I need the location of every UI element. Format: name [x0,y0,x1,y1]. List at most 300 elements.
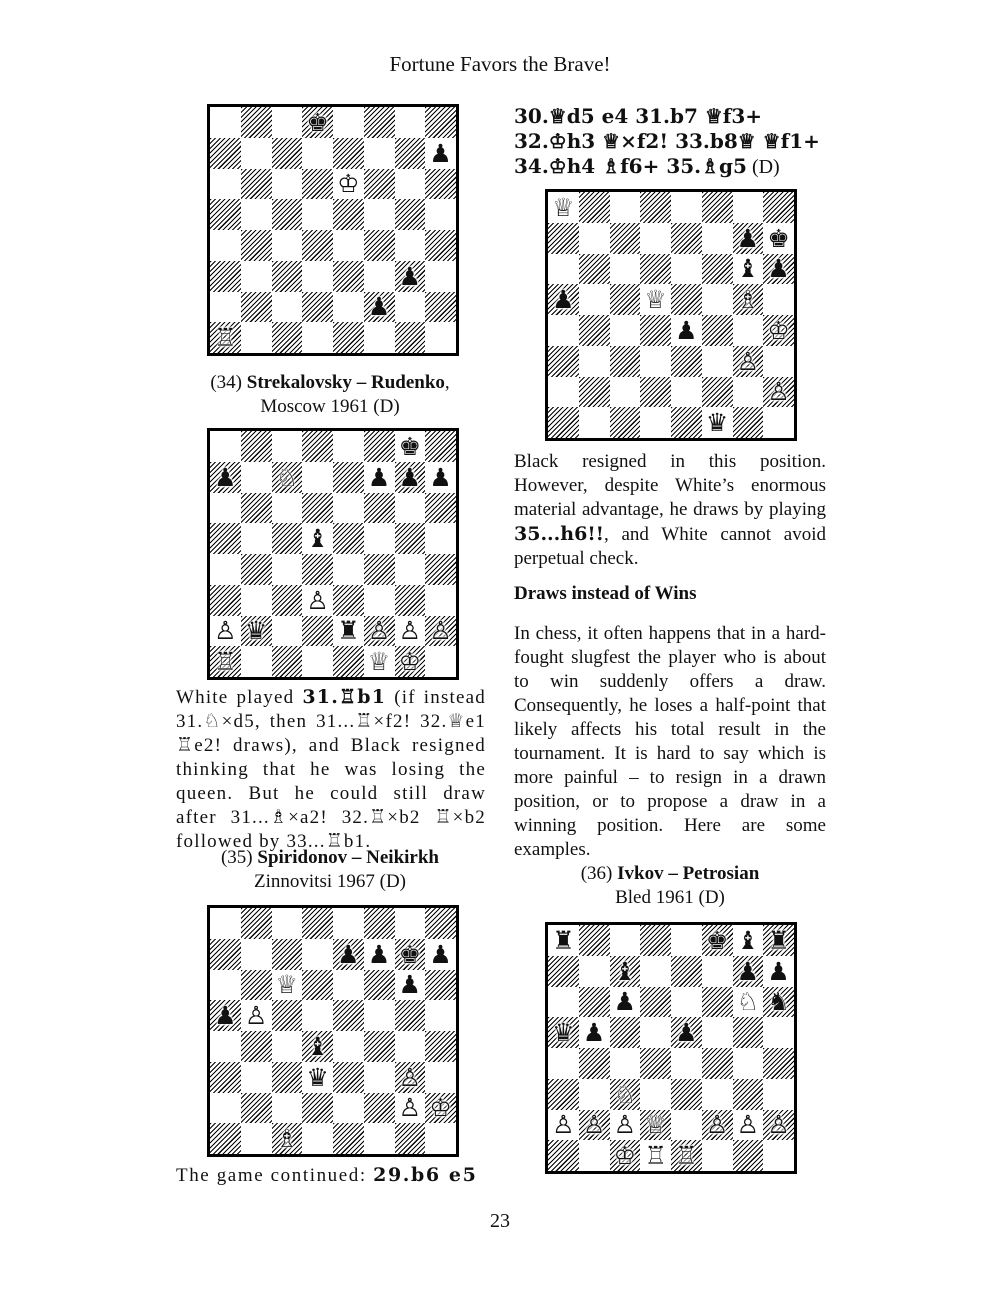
white-king-icon: ♔ [337,169,360,199]
board-square [241,970,272,1001]
board-square [333,616,364,647]
body-paragraph: In chess, it often happens that in a hard-fought slugfest the player who is about to win suddenly offers a draw. Consequently, he loses a half-point that likely affects his total result in the tournament. It is hard to say which is more painful – to resign in a drawn position, or to propose a draw in a winning position. Here are some examples. [514,623,826,860]
board-square [210,169,241,200]
board-square [210,322,241,353]
black-pawn-icon: ♟ [398,462,422,492]
board-square [640,315,671,346]
board-square [272,493,303,524]
board-square [333,138,364,169]
board-square [364,1062,395,1093]
board-square [302,138,333,169]
board-square [241,292,272,323]
board-square [548,407,579,438]
board-square [425,523,456,554]
white-bishop-icon: ♗ [736,285,760,315]
board-square [395,908,426,939]
board-square [210,1093,241,1124]
board-square [763,315,794,346]
caption-comma: , [444,372,450,393]
board-square [579,315,610,346]
board-square [640,1140,671,1171]
white-pawn-icon: ♙ [582,1110,606,1140]
board-square [702,1110,733,1141]
white-pawn-icon: ♙ [552,1110,575,1140]
board-square [333,1093,364,1124]
game-caption [170,371,490,419]
board-square [241,199,272,230]
section-heading: Draws instead of Wins [514,583,697,604]
board-square [241,462,272,493]
diagram-marker: (D) [746,156,780,178]
board-square [548,987,579,1018]
white-pawn-icon: ♙ [736,346,760,376]
board-square [272,646,303,677]
game-players: Ivkov – Petrosian [617,863,760,884]
chess-diagram [207,905,459,1157]
white-pawn-icon: ♙ [736,1110,760,1140]
board-square [763,956,794,987]
board-square [763,1048,794,1079]
board-square [241,261,272,292]
text-run: The game continued: [176,1165,374,1186]
board-square [548,1017,579,1048]
board-square [364,554,395,585]
board-square [702,346,733,377]
board-square [610,407,641,438]
board-square [302,585,333,616]
board-square [610,284,641,315]
board-square [302,107,333,138]
board-square [241,431,272,462]
black-pawn-icon: ♟ [736,223,760,253]
board-square [210,199,241,230]
board-square [395,1093,426,1124]
board-square [702,1017,733,1048]
annotation-paragraph [176,685,486,854]
black-queen-icon: ♛ [306,1062,329,1092]
game-number: (34) [210,372,242,393]
board-square [395,1031,426,1062]
board-square [395,646,426,677]
white-pawn-icon: ♙ [398,1093,422,1123]
white-pawn-icon: ♙ [767,377,790,407]
board-square [241,646,272,677]
white-pawn-icon: ♙ [367,616,391,646]
black-pawn-icon: ♟ [767,254,790,284]
board-square [210,1000,241,1031]
board-square [395,292,426,323]
board-square [702,1140,733,1171]
white-king-icon: ♔ [429,1093,452,1123]
board-square [733,377,764,408]
board-square [272,230,303,261]
board-square [210,554,241,585]
board-square [333,462,364,493]
board-square [733,1110,764,1141]
board-square [610,346,641,377]
game-place: Zinnovitsi 1967 (D) [254,871,406,892]
white-king-icon: ♔ [767,315,790,345]
white-rook-icon: ♖ [675,1141,698,1171]
board-square [364,199,395,230]
board-square [302,431,333,462]
board-square [733,192,764,223]
board-square [364,107,395,138]
chess-diagram [207,428,459,680]
board-square [333,199,364,230]
black-pawn-icon: ♟ [429,138,452,168]
move-text: 31.♖b1 [302,686,387,708]
board-square [272,970,303,1001]
board-square [272,431,303,462]
board-square [364,169,395,200]
board-square [395,554,426,585]
board-square [733,1140,764,1171]
board-square [302,261,333,292]
board-square [241,138,272,169]
board-square [241,1093,272,1124]
board-square [640,346,671,377]
board-square [640,1079,671,1110]
board-square [610,1110,641,1141]
board-square [364,523,395,554]
board-square [210,1123,241,1154]
board-square [302,908,333,939]
black-pawn-icon: ♟ [337,939,360,969]
board-square [733,1017,764,1048]
white-pawn-icon: ♙ [306,585,329,615]
board-square [733,346,764,377]
board-square [671,223,702,254]
board-square [425,616,456,647]
board-square [640,192,671,223]
board-square [364,493,395,524]
board-square [425,970,456,1001]
black-bishop-icon: ♝ [736,254,760,284]
black-knight-icon: ♞ [767,987,790,1017]
board-square [395,431,426,462]
board-square [425,1093,456,1124]
board-square [302,199,333,230]
board-square [548,1140,579,1171]
board-square [272,1031,303,1062]
board-square [333,493,364,524]
board-square [733,956,764,987]
board-square [579,1110,610,1141]
board-square [425,1123,456,1154]
board-square [272,138,303,169]
board-square [733,925,764,956]
board-square [333,585,364,616]
game-place: Bled 1961 (D) [615,887,725,908]
board-square [702,1079,733,1110]
board-square [302,1000,333,1031]
board-square [548,925,579,956]
board-square [395,970,426,1001]
board-square [425,646,456,677]
board-square [763,223,794,254]
board-square [272,1093,303,1124]
board-square [272,939,303,970]
board-square [395,322,426,353]
board-square [395,585,426,616]
board-square [333,230,364,261]
board-square [333,169,364,200]
board-square [425,1000,456,1031]
board-square [579,192,610,223]
board-square [763,254,794,285]
board-square [364,908,395,939]
board-square [210,1031,241,1062]
black-king-icon: ♚ [398,939,422,969]
board-square [241,493,272,524]
board-square [302,1093,333,1124]
white-queen-icon: ♕ [367,647,391,677]
board-square [425,199,456,230]
board-square [610,192,641,223]
game-players: Spiridonov – Neikirkh [257,847,439,868]
board-square [302,523,333,554]
board-square [548,284,579,315]
black-pawn-icon: ♟ [214,462,237,492]
board-square [302,970,333,1001]
black-pawn-icon: ♟ [398,970,422,1000]
black-rook-icon: ♜ [552,925,575,955]
board-square [395,1000,426,1031]
board-square [272,199,303,230]
chess-diagram [207,104,459,356]
board-square [671,407,702,438]
board-square [395,1123,426,1154]
board-square [640,1110,671,1141]
board-square [610,925,641,956]
board-square [548,956,579,987]
black-rook-icon: ♜ [767,925,790,955]
board-square [364,585,395,616]
board-square [671,956,702,987]
board-square [763,346,794,377]
board-square [763,1017,794,1048]
board-square [610,956,641,987]
board-square [702,284,733,315]
board-square [579,346,610,377]
board-square [548,315,579,346]
board-square [610,377,641,408]
board-square [640,1048,671,1079]
board-square [272,554,303,585]
board-square [364,970,395,1001]
board-square [241,585,272,616]
board-square [364,322,395,353]
board-square [579,377,610,408]
game-number: (36) [580,863,613,884]
board-square [702,223,733,254]
board-square [548,1079,579,1110]
board-square [640,284,671,315]
board-square [763,284,794,315]
board-square [333,261,364,292]
board-square [425,493,456,524]
board-square [425,1062,456,1093]
white-king-icon: ♔ [613,1141,637,1171]
board-square [763,925,794,956]
board-square [733,315,764,346]
black-queen-icon: ♛ [705,408,729,438]
board-square [548,254,579,285]
board-square [241,169,272,200]
board-square [241,908,272,939]
board-square [425,292,456,323]
black-pawn-icon: ♟ [613,987,637,1017]
board-square [425,462,456,493]
board-square [241,1031,272,1062]
board-square [241,1000,272,1031]
board-square [425,939,456,970]
board-square [763,1140,794,1171]
board-square [364,292,395,323]
board-square [210,107,241,138]
board-square [302,169,333,200]
game-caption [510,862,830,910]
board-square [671,377,702,408]
board-square [671,1017,702,1048]
board-square [702,192,733,223]
black-queen-icon: ♛ [552,1018,575,1048]
white-queen-icon: ♕ [275,970,299,1000]
board-square [364,230,395,261]
board-square [763,987,794,1018]
board-square [425,431,456,462]
board-square [579,223,610,254]
board-square [272,462,303,493]
game-caption [170,846,490,894]
game-place: Moscow 1961 (D) [260,396,400,417]
text-run: Black resigned in this position. However, despite White’s enormous material advantage, he draws by playing [514,451,826,520]
board-square [579,407,610,438]
black-pawn-icon: ♟ [367,939,391,969]
board-square [702,987,733,1018]
board-square [579,284,610,315]
board-square [333,107,364,138]
board-square [333,1031,364,1062]
board-square [702,1048,733,1079]
page-number: 23 [490,1210,510,1232]
board-square [302,616,333,647]
board-square [733,407,764,438]
board-square [640,407,671,438]
board-square [272,1123,303,1154]
board-square [395,261,426,292]
board-square [302,646,333,677]
board-square [733,987,764,1018]
board-square [395,1062,426,1093]
white-pawn-icon: ♙ [398,616,422,646]
board-square [671,1048,702,1079]
board-square [210,462,241,493]
board-square [610,987,641,1018]
board-square [210,616,241,647]
board-square [210,646,241,677]
board-square [425,261,456,292]
board-square [610,1140,641,1171]
board-square [671,346,702,377]
board-square [395,169,426,200]
board-square [671,315,702,346]
black-bishop-icon: ♝ [306,1031,329,1061]
board-square [302,1123,333,1154]
board-square [333,523,364,554]
board-square [210,431,241,462]
board-square [241,554,272,585]
chess-diagram [545,922,797,1174]
board-square [241,523,272,554]
board-square [302,1062,333,1093]
white-pawn-icon: ♙ [705,1110,729,1140]
white-pawn-icon: ♙ [244,1001,268,1031]
black-pawn-icon: ♟ [736,956,760,986]
board-square [272,169,303,200]
board-square [333,939,364,970]
black-pawn-icon: ♟ [429,939,452,969]
board-square [241,1123,272,1154]
board-square [671,1140,702,1171]
board-square [671,192,702,223]
board-square [733,1079,764,1110]
black-king-icon: ♚ [705,925,729,955]
board-square [425,230,456,261]
board-square [210,970,241,1001]
board-square [364,431,395,462]
white-pawn-icon: ♙ [613,1110,637,1140]
board-square [395,523,426,554]
white-king-icon: ♔ [398,647,422,677]
white-knight-icon: ♘ [613,1079,637,1109]
board-square [333,554,364,585]
board-square [425,1031,456,1062]
board-square [333,1062,364,1093]
board-square [425,322,456,353]
board-square [702,956,733,987]
black-pawn-icon: ♟ [367,292,391,322]
board-square [302,554,333,585]
black-pawn-icon: ♟ [582,1018,606,1048]
board-square [671,925,702,956]
black-bishop-icon: ♝ [306,524,329,554]
game-players: Strekalovsky – Rudenko [246,372,445,393]
board-square [610,315,641,346]
board-square [579,925,610,956]
board-square [364,939,395,970]
board-square [272,322,303,353]
board-square [302,939,333,970]
board-square [548,346,579,377]
board-square [579,1140,610,1171]
text-run: , and White cannot avoid perpetual check. [514,524,826,569]
board-square [548,1048,579,1079]
board-square [702,254,733,285]
text-run: White played [176,687,303,708]
board-square [364,1123,395,1154]
board-square [671,1079,702,1110]
board-square [395,616,426,647]
board-square [395,138,426,169]
board-square [210,1062,241,1093]
white-rook-icon: ♖ [214,323,237,353]
board-square [395,462,426,493]
board-square [364,1031,395,1062]
black-bishop-icon: ♝ [613,956,637,986]
white-queen-icon: ♕ [552,192,575,222]
